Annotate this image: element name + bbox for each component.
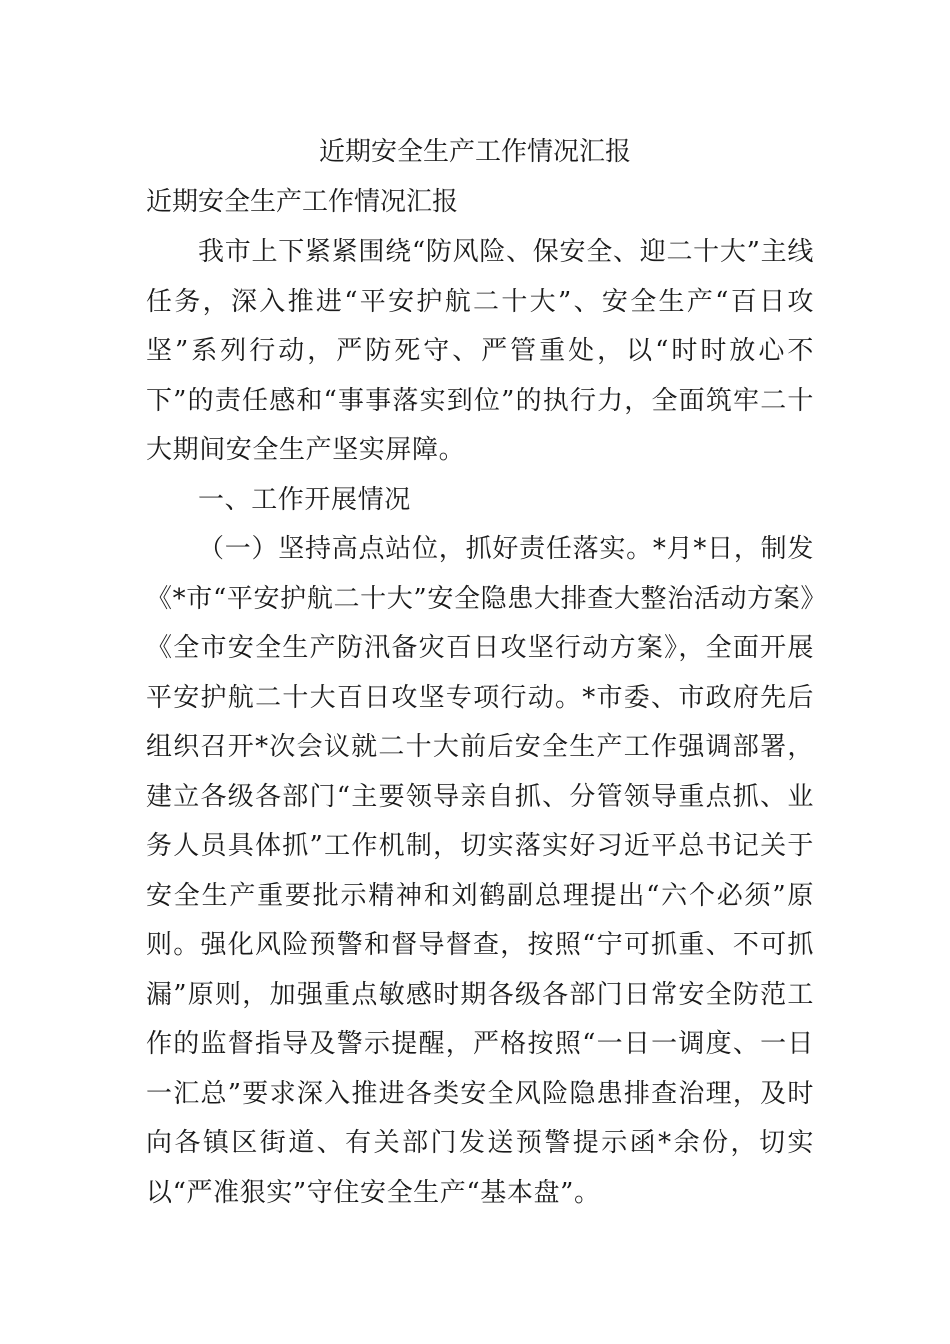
document-title: 近期安全生产工作情况汇报 [318, 137, 631, 167]
document-subtitle: 近期安全生产工作情况汇报 [146, 187, 459, 217]
paragraph-intro: 我市上下紧紧围绕“防风险、保安全、迎二十大”主线任务，深入推进“平安护航二十大”、安全生产“百日攻坚”系列行动，严防死守、严管重处，以“时时放心不下”的责任感和“事事落实到位”的执行力，全面筑牢二十大期间安全生产坚实屏障。 [146, 237, 814, 465]
paragraph-section-1: （一）坚持高点站位，抓好责任落实。*月*日，制发《*市“平安护航二十大”安全隐患大排查大整治活动方案》《全市安全生产防汛备灾百日攻坚行动方案》，全面开展平安护航二十大百日攻坚专项行动。*市委、市政府先后组织召开*次会议就二十大前后安全生产工作强调部署，建立各级各部门“主要领导亲自抓、分管领导重点抓、业务人员具体抓”工作机制，切实落实好习近平总书记关于安全生产重要批示精神和刘鹤副总理提出“六个必须”原则。强化风险预警和督导督查，按照“宁可抓重、不可抓漏”原则，加强重点敏感时期各级各部门日常安全防范工作的监督指导及警示提醒，严格按照“一日一调度、一日一汇总”要求深入推进各类安全风险隐患排查治理，及时向各镇区街道、有关部门发送预警提示函*余份，切实以“严准狠实”守住安全生产“基本盘”。 [146, 534, 814, 1208]
section-heading: 一、工作开展情况 [198, 485, 411, 515]
